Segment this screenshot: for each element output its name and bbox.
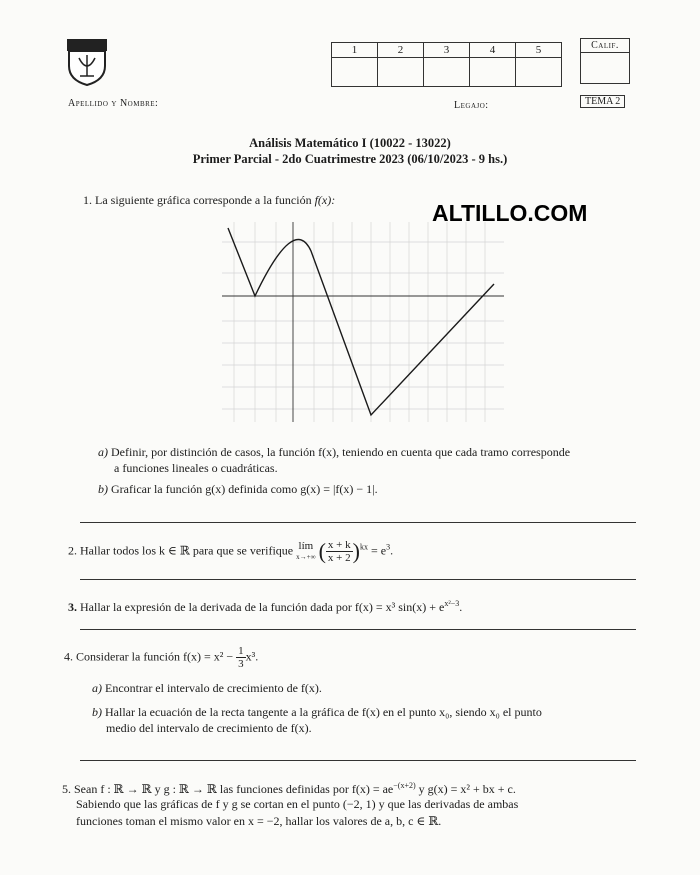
grade-table [331, 42, 562, 87]
q2-number: 2. [68, 543, 77, 558]
q3-end: . [459, 600, 463, 614]
q4-a-text: Encontrar el intervalo de crecimiento de f(x). [105, 681, 322, 695]
grade-box-5[interactable] [516, 58, 562, 87]
grade-header-5: 5 [516, 43, 562, 58]
legajo-label: Legajo: [454, 100, 489, 111]
divider-1 [80, 522, 636, 523]
exam-title: Análisis Matemático I (10022 - 13022) [249, 136, 451, 150]
q2-frac-num: x + k [327, 539, 351, 551]
q1-a-text-2: a funciones lineales o cuadráticas. [114, 461, 278, 475]
q5-line3: funciones toman el mismo valor en x = −2, hallar los valores de a, b, c ∈ ℝ. [76, 814, 442, 828]
divider-4 [80, 760, 636, 761]
q5-exponent: −(x+2) [393, 781, 416, 790]
q1-b-label: b) [98, 482, 108, 496]
q3-text: Hallar la expresión de la derivada de la función dada por f(x) = x³ sin(x) + e [80, 600, 445, 614]
q4-b-text-1: Hallar la ecuación de la recta tangente a la gráfica de f(x) en el punto x₀, siendo x₀ el punto [105, 705, 542, 719]
q2-fraction [326, 539, 353, 564]
grade-box-2[interactable] [378, 58, 424, 87]
divider-2 [80, 579, 636, 580]
q2-rhs-exp: 3 [386, 542, 391, 552]
calif-box[interactable] [580, 38, 630, 84]
q5-line1-post: y g(x) = x² + bx + c. [415, 782, 516, 796]
q4-b-label: b) [92, 705, 102, 719]
q2-lim-sub: x→+∞ [296, 552, 316, 561]
q2-limit [296, 541, 315, 563]
q4-number: 4. [64, 649, 73, 664]
question-1 [83, 192, 335, 208]
q4-frac-num: 1 [238, 645, 244, 657]
q2-frac-den: x + 2 [327, 552, 351, 564]
divider-3 [80, 629, 636, 630]
grade-header-4: 4 [470, 43, 516, 58]
q3-number: 3. [68, 600, 77, 614]
watermark: ALTILLO.COM [432, 200, 588, 226]
function-graph [222, 222, 504, 422]
calif-label: Calif. [581, 39, 629, 53]
grade-header-2: 2 [378, 43, 424, 58]
q2-end: . [390, 543, 394, 558]
q2-text: Hallar todos los k ∈ ℝ para que se verifique [80, 543, 294, 558]
university-crest-logo [66, 38, 108, 86]
q1-fx: f(x): [314, 193, 336, 207]
grade-header-3: 3 [424, 43, 470, 58]
question-5 [62, 778, 516, 797]
q2-lim: lím [298, 539, 314, 552]
q4-text-post: x³. [245, 649, 259, 664]
question-4 [64, 645, 258, 670]
q1-b-text: Graficar la función g(x) definida como g(x) = |f(x) − 1|. [111, 482, 378, 496]
q5-line2: Sabiendo que las gráficas de f y g se cortan en el punto (−2, 1) y que las derivadas de ambas [76, 797, 519, 811]
question-2: 2. Hallar todos los k ∈ ℝ para que se verifique lím x→+∞ ( $\frac{x + k}{x + 2}$ )$^{kx} = e^3$. [68, 538, 394, 564]
q5-line1: Sean f : ℝ → ℝ y g : ℝ → ℝ las funciones definidas por f(x) = ae [74, 782, 394, 796]
q4-a-label: a) [92, 681, 102, 695]
grade-box-3[interactable] [424, 58, 470, 87]
q4-text: Considerar la función f(x) = x² − [76, 649, 234, 664]
grade-box-4[interactable] [470, 58, 516, 87]
q1-a-text-1: Definir, por distinción de casos, la función f(x), teniendo en cuenta que cada tramo corresponde [111, 445, 571, 459]
q1-number: 1. [83, 193, 92, 207]
tema-badge: TEMA 2 [580, 95, 625, 108]
q1-a-label: a) [98, 445, 108, 459]
q2-exponent: kx [359, 542, 368, 552]
question-3 [68, 596, 462, 615]
q1-part-a [98, 444, 570, 460]
q1-part-b [98, 481, 378, 497]
grade-box-1[interactable] [332, 58, 378, 87]
q3-exponent: x²−3 [444, 599, 460, 608]
q4-part-a [92, 680, 322, 696]
grade-header-1: 1 [332, 43, 378, 58]
name-label: Apellido y Nombre: [68, 98, 159, 109]
exam-subtitle: Primer Parcial - 2do Cuatrimestre 2023 (06/10/2023 - 9 hs.) [192, 152, 508, 166]
q1-text: La siguiente gráfica corresponde a la función [95, 193, 312, 207]
q4-b-text-2: medio del intervalo de crecimiento de f(x). [106, 721, 312, 735]
q5-number: 5. [62, 782, 71, 796]
q4-fraction [236, 645, 246, 670]
q2-rhs: = e [370, 543, 387, 558]
q4-frac-den: 3 [238, 658, 244, 670]
q4-part-b [92, 704, 542, 720]
